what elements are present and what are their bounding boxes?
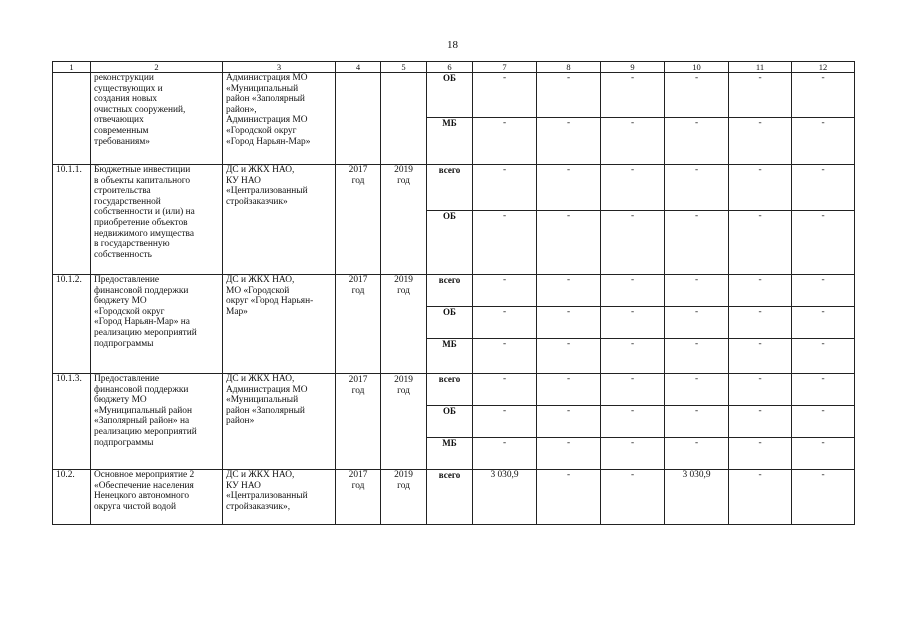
value-cell: - (537, 406, 601, 438)
value-cell: - (792, 374, 855, 406)
value-cell: - (792, 307, 855, 339)
funding-source: МБ (427, 118, 473, 165)
column-header: 4 (336, 62, 381, 73)
program-table (52, 61, 855, 525)
value-cell: - (729, 406, 792, 438)
value-cell: - (473, 118, 537, 165)
row-end-year: 2019 год (381, 165, 427, 275)
value-cell: - (665, 438, 729, 470)
row-number: 10.1.1. (53, 165, 91, 275)
value-cell: - (601, 339, 665, 374)
value-cell: - (665, 406, 729, 438)
row-description: Предоставление финансовой поддержки бюджету МО «Муниципальный район «Заполярный район» на реализацию мероприятий подпрограммы (91, 374, 223, 470)
funding-source: всего (427, 470, 473, 525)
value-cell: - (537, 165, 601, 211)
value-cell: - (473, 307, 537, 339)
value-cell: - (537, 73, 601, 118)
column-header: 11 (729, 62, 792, 73)
value-cell: - (537, 275, 601, 307)
column-header: 12 (792, 62, 855, 73)
value-cell: - (665, 307, 729, 339)
value-cell: - (473, 339, 537, 374)
row-start-year: 2017 год (336, 275, 381, 374)
value-cell: - (792, 165, 855, 211)
header-row (53, 62, 855, 73)
value-cell: - (601, 211, 665, 275)
column-header: 5 (381, 62, 427, 73)
value-cell: - (729, 438, 792, 470)
value-cell: - (792, 470, 855, 525)
value-cell: - (729, 118, 792, 165)
table-row (53, 374, 855, 406)
value-cell: - (473, 438, 537, 470)
value-cell: - (665, 165, 729, 211)
value-cell: - (665, 211, 729, 275)
value-cell: - (729, 165, 792, 211)
value-cell: - (792, 406, 855, 438)
row-responsible: ДС и ЖКХ НАО, МО «Городской округ «Город Нарьян- Мар» (223, 275, 336, 374)
value-cell: - (537, 211, 601, 275)
row-responsible: ДС и ЖКХ НАО, Администрация МО «Муниципальный район «Заполярный район» (223, 374, 336, 470)
value-cell: - (729, 374, 792, 406)
value-cell: - (601, 275, 665, 307)
funding-source: ОБ (427, 211, 473, 275)
value-cell: - (473, 374, 537, 406)
row-responsible: ДС и ЖКХ НАО, КУ НАО «Централизованный стройзаказчик» (223, 165, 336, 275)
value-cell: - (473, 73, 537, 118)
value-cell: - (792, 275, 855, 307)
value-cell: - (665, 339, 729, 374)
page-number: 18 (447, 39, 458, 51)
value-cell: - (537, 339, 601, 374)
row-start-year: 2017 год (336, 165, 381, 275)
value-cell: - (792, 73, 855, 118)
value-cell: - (792, 211, 855, 275)
value-cell: - (601, 307, 665, 339)
row-responsible: Администрация МО «Муниципальный район «Заполярный район», Администрация МО «Городской округ «Город Нарьян-Мар» (223, 73, 336, 165)
row-number: 10.1.2. (53, 275, 91, 374)
row-number (53, 73, 91, 165)
value-cell: - (601, 73, 665, 118)
value-cell: - (665, 73, 729, 118)
value-cell: - (729, 73, 792, 118)
table-row (53, 165, 855, 211)
value-cell: - (665, 118, 729, 165)
value-cell: - (792, 118, 855, 165)
row-start-year: 2017 год (336, 374, 381, 470)
value-cell: - (473, 275, 537, 307)
value-cell: - (792, 339, 855, 374)
value-cell: - (729, 275, 792, 307)
funding-source: ОБ (427, 73, 473, 118)
column-header: 2 (91, 62, 223, 73)
row-end-year: 2019 год (381, 275, 427, 374)
value-cell: - (601, 374, 665, 406)
value-cell: - (601, 165, 665, 211)
row-end-year: 2019 год (381, 470, 427, 525)
column-header: 10 (665, 62, 729, 73)
funding-source: МБ (427, 339, 473, 374)
funding-source: ОБ (427, 406, 473, 438)
funding-source: ОБ (427, 307, 473, 339)
value-cell: - (537, 470, 601, 525)
value-cell: - (537, 118, 601, 165)
row-description: Предоставление финансовой поддержки бюджету МО «Городской округ «Город Нарьян-Мар» на реализацию мероприятий подпрограммы (91, 275, 223, 374)
value-cell: - (473, 406, 537, 438)
value-cell: - (537, 438, 601, 470)
row-description: Основное мероприятие 2 «Обеспечение населения Ненецкого автономного округа чистой водой (91, 470, 223, 525)
row-description: реконструкции существующих и создания новых очистных сооружений, отвечающих современным требованиям» (91, 73, 223, 165)
funding-source: МБ (427, 438, 473, 470)
row-number: 10.2. (53, 470, 91, 525)
value-cell: - (537, 374, 601, 406)
column-header: 1 (53, 62, 91, 73)
value-cell: - (665, 275, 729, 307)
value-cell: - (473, 211, 537, 275)
table-row (53, 470, 855, 525)
value-cell: - (729, 211, 792, 275)
row-number: 10.1.3. (53, 374, 91, 470)
column-header: 9 (601, 62, 665, 73)
value-cell: - (792, 438, 855, 470)
column-header: 3 (223, 62, 336, 73)
row-end-year (381, 73, 427, 165)
value-cell: - (473, 165, 537, 211)
value-cell: 3 030,9 (473, 470, 537, 525)
column-header: 8 (537, 62, 601, 73)
value-cell: - (537, 307, 601, 339)
row-start-year: 2017 год (336, 470, 381, 525)
row-end-year: 2019 год (381, 374, 427, 470)
value-cell: - (601, 406, 665, 438)
row-responsible: ДС и ЖКХ НАО, КУ НАО «Централизованный стройзаказчик», (223, 470, 336, 525)
table-row (53, 73, 855, 118)
column-header: 6 (427, 62, 473, 73)
value-cell: - (601, 438, 665, 470)
row-start-year (336, 73, 381, 165)
funding-source: всего (427, 275, 473, 307)
column-header: 7 (473, 62, 537, 73)
value-cell: - (729, 470, 792, 525)
funding-source: всего (427, 165, 473, 211)
value-cell: - (601, 470, 665, 525)
row-description: Бюджетные инвестиции в объекты капитального строительства государственной собственности и (или) на приобретение объектов недвижимого имущества в государственную собственность (91, 165, 223, 275)
value-cell: 3 030,9 (665, 470, 729, 525)
value-cell: - (729, 307, 792, 339)
funding-source: всего (427, 374, 473, 406)
value-cell: - (601, 118, 665, 165)
table-row (53, 275, 855, 307)
value-cell: - (729, 339, 792, 374)
value-cell: - (665, 374, 729, 406)
